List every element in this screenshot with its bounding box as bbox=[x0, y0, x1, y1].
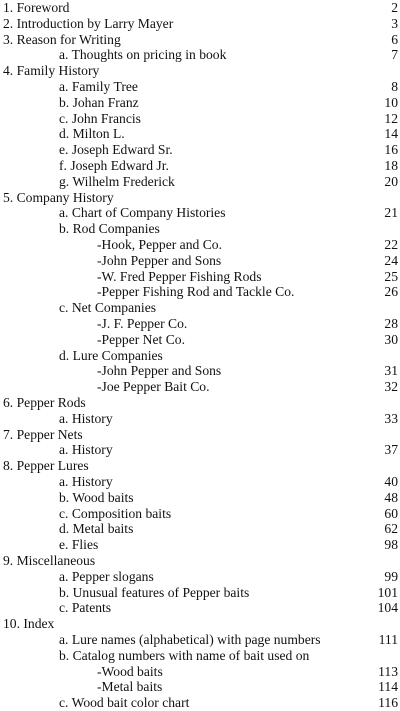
toc-entry bbox=[0, 284, 400, 300]
toc-entry-label: b. Rod Companies bbox=[59, 221, 160, 237]
toc-entry-page-number: 32 bbox=[384, 379, 398, 395]
toc-entry-page-number: 24 bbox=[384, 252, 398, 268]
toc-entry bbox=[0, 63, 400, 79]
toc-entry bbox=[0, 379, 400, 395]
toc-entry-label: b. Catalog numbers with name of bait used on bbox=[59, 647, 310, 663]
toc-entry bbox=[0, 142, 400, 158]
toc-entry-label: g. Wilhelm Frederick bbox=[59, 173, 175, 189]
toc-entry bbox=[0, 16, 400, 32]
toc-entry bbox=[0, 300, 400, 316]
toc-entry-label: 1. Foreword bbox=[3, 0, 70, 15]
toc-entry-label: 4. Family History bbox=[3, 63, 100, 79]
toc-entry bbox=[0, 490, 400, 506]
toc-entry-label: c. John Francis bbox=[59, 110, 141, 126]
toc-entry-label: c. Wood bait color chart bbox=[59, 695, 190, 711]
toc-entry-label: 3. Reason for Writing bbox=[3, 31, 121, 47]
toc-entry bbox=[0, 190, 400, 206]
toc-entry-label: e. Joseph Edward Sr. bbox=[59, 142, 173, 158]
toc-entry-label: a. Lure names (alphabetical) with page numbers bbox=[59, 632, 321, 647]
toc-entry-label: a. Chart of Company Histories bbox=[59, 205, 226, 221]
toc-entry bbox=[0, 648, 400, 664]
toc-entry bbox=[0, 474, 400, 490]
toc-entry-label: -Metal baits bbox=[97, 679, 163, 695]
toc-entry-page-number: 14 bbox=[384, 126, 398, 142]
toc-entry bbox=[0, 0, 400, 16]
toc-entry-page-number: 33 bbox=[384, 410, 398, 426]
toc-entry bbox=[0, 569, 400, 585]
toc-entry bbox=[0, 237, 400, 253]
toc-entry-label: d. Milton L. bbox=[59, 126, 125, 142]
toc-entry bbox=[0, 427, 400, 443]
toc-entry bbox=[0, 537, 400, 553]
toc-entry bbox=[0, 411, 400, 427]
toc-entry bbox=[0, 395, 400, 411]
toc-entry bbox=[0, 32, 400, 48]
toc-entry bbox=[0, 332, 400, 348]
toc-entry-label: a. Pepper slogans bbox=[59, 568, 154, 584]
toc-entry bbox=[0, 95, 400, 111]
toc-entry-page-number: 22 bbox=[384, 237, 398, 252]
toc-entry-page-number: 20 bbox=[384, 173, 398, 189]
toc-entry-page-number: 6 bbox=[391, 31, 398, 47]
toc-entry-label: f. Joseph Edward Jr. bbox=[59, 158, 169, 173]
toc-entry-page-number: 3 bbox=[391, 15, 398, 31]
toc-entry bbox=[0, 458, 400, 474]
toc-entry-label: -John Pepper and Sons bbox=[97, 252, 222, 268]
toc-entry-page-number: 8 bbox=[391, 79, 398, 94]
toc-entry bbox=[0, 126, 400, 142]
toc-entry-label: b. Unusual features of Pepper baits bbox=[59, 584, 250, 600]
toc-entry-label: 2. Introduction by Larry Mayer bbox=[3, 15, 174, 31]
toc-entry-label: 9. Miscellaneous bbox=[3, 553, 96, 568]
toc-entry-page-number: 30 bbox=[384, 331, 398, 347]
toc-entry-page-number: 99 bbox=[384, 568, 398, 584]
toc-entry bbox=[0, 174, 400, 190]
toc-entry-label: 5. Company History bbox=[3, 189, 114, 205]
toc-entry bbox=[0, 521, 400, 537]
toc-entry-page-number: 2 bbox=[391, 0, 398, 15]
toc-entry-page-number: 40 bbox=[384, 474, 398, 489]
toc-entry-label: b. Wood baits bbox=[59, 489, 134, 505]
toc-entry-page-number: 12 bbox=[384, 110, 398, 126]
toc-entry-page-number: 21 bbox=[384, 205, 398, 221]
toc-entry bbox=[0, 442, 400, 458]
toc-entry-label: e. Flies bbox=[59, 537, 99, 553]
toc-entry bbox=[0, 348, 400, 364]
toc-entry bbox=[0, 363, 400, 379]
toc-entry-label: c. Net Companies bbox=[59, 300, 157, 316]
toc-entry-page-number: 48 bbox=[384, 489, 398, 505]
toc-entry-label: d. Metal baits bbox=[59, 521, 134, 537]
toc-entry-label: -Wood baits bbox=[97, 663, 163, 679]
toc-entry bbox=[0, 632, 400, 648]
toc-entry-page-number: 18 bbox=[384, 158, 398, 173]
toc-entry-label: 6. Pepper Rods bbox=[3, 395, 86, 410]
toc-entry-label: -Hook, Pepper and Co. bbox=[97, 237, 222, 252]
toc-entry-label: c. Composition baits bbox=[59, 505, 172, 521]
toc-entry-label: 8. Pepper Lures bbox=[3, 458, 89, 474]
toc-entry-page-number: 60 bbox=[384, 505, 398, 521]
toc-entry-page-number: 25 bbox=[384, 268, 398, 284]
toc-entry-page-number: 98 bbox=[384, 537, 398, 553]
toc-entry bbox=[0, 664, 400, 680]
toc-entry-page-number: 113 bbox=[378, 663, 398, 679]
toc-entry bbox=[0, 316, 400, 332]
toc-entry-label: c. Patents bbox=[59, 600, 112, 616]
toc-entry-label: a. History bbox=[59, 474, 113, 489]
toc-entry bbox=[0, 47, 400, 63]
toc-entry-label: a. Family Tree bbox=[59, 79, 138, 94]
toc-entry-page-number: 31 bbox=[384, 363, 398, 379]
toc-entry-label: a. History bbox=[59, 442, 113, 458]
toc-entry-page-number: 10 bbox=[384, 94, 398, 110]
toc-entry-page-number: 28 bbox=[384, 316, 398, 331]
toc-entry-label: -J. F. Pepper Co. bbox=[97, 316, 188, 331]
toc-entry bbox=[0, 585, 400, 601]
toc-entry-page-number: 114 bbox=[378, 679, 398, 695]
toc-entry-label: d. Lure Companies bbox=[59, 347, 163, 363]
toc-entry bbox=[0, 269, 400, 285]
toc-entry-page-number: 16 bbox=[384, 142, 398, 158]
toc-entry bbox=[0, 553, 400, 569]
toc-entry-label: b. Johan Franz bbox=[59, 94, 139, 110]
toc-entry-page-number: 104 bbox=[377, 600, 398, 616]
toc-entry-label: 10. Index bbox=[3, 616, 55, 632]
toc-entry-label: -W. Fred Pepper Fishing Rods bbox=[97, 268, 262, 284]
toc-entry-label: -John Pepper and Sons bbox=[97, 363, 222, 379]
toc-entry-label: -Joe Pepper Bait Co. bbox=[97, 379, 210, 395]
toc-entry bbox=[0, 221, 400, 237]
toc-entry bbox=[0, 205, 400, 221]
toc-entry bbox=[0, 506, 400, 522]
toc-entry bbox=[0, 253, 400, 269]
toc-entry-page-number: 111 bbox=[378, 632, 398, 647]
toc-entry-label: a. History bbox=[59, 410, 113, 426]
toc-entry-label: a. Thoughts on pricing in book bbox=[59, 47, 227, 63]
toc-entry bbox=[0, 600, 400, 616]
toc-entry-page-number: 101 bbox=[377, 584, 398, 600]
toc-entry-label: -Pepper Net Co. bbox=[97, 331, 185, 347]
toc-entry-page-number: 37 bbox=[384, 442, 398, 458]
toc-entry bbox=[0, 679, 400, 695]
toc-entry bbox=[0, 158, 400, 174]
toc-entry-page-number: 7 bbox=[391, 47, 398, 63]
toc-entry bbox=[0, 79, 400, 95]
toc-entry-page-number: 26 bbox=[384, 284, 398, 300]
toc-entry-page-number: 116 bbox=[378, 695, 398, 711]
toc-entry-page-number: 62 bbox=[384, 521, 398, 537]
toc-entry-label: -Pepper Fishing Rod and Tackle Co. bbox=[97, 284, 295, 300]
toc-entry bbox=[0, 111, 400, 127]
toc-entry-label: 7. Pepper Nets bbox=[3, 426, 83, 442]
toc-entry bbox=[0, 616, 400, 632]
